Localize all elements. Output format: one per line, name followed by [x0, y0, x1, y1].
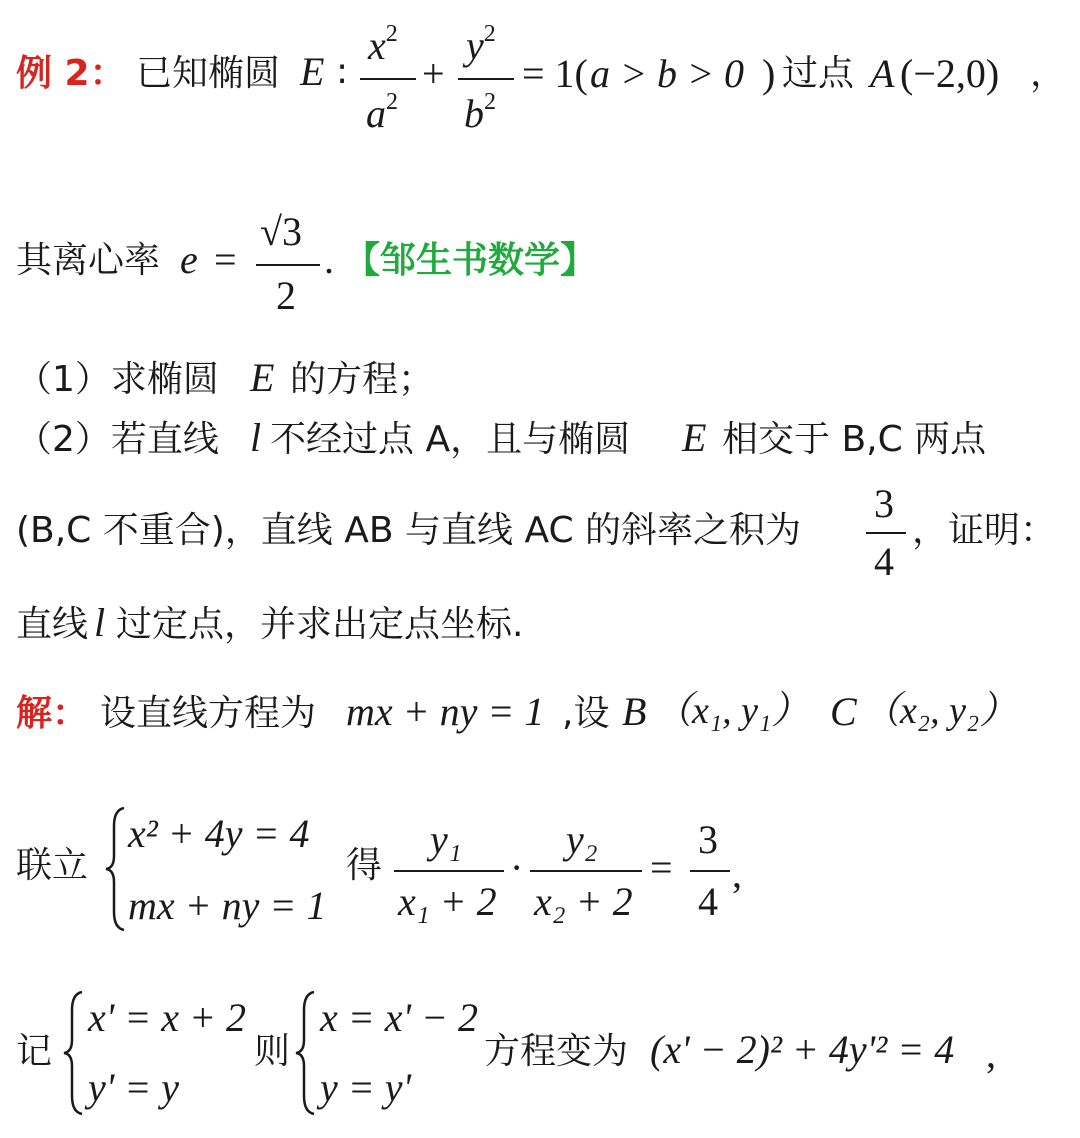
solution-label: 解：: [16, 693, 89, 734]
question-2-e: ，证明：: [912, 510, 1057, 551]
inverse-1: x = x' − 2: [320, 995, 479, 1040]
condition: a > b > 0: [590, 51, 744, 96]
point-b: B: [622, 689, 647, 734]
ji-text: 记: [16, 1031, 53, 1072]
point-c-coord: （x₂, y₂）: [862, 690, 1018, 732]
plus-sign: +: [422, 51, 445, 96]
fraction-x2-a2: $x^2$ $a^2$: [360, 14, 416, 134]
question-1-E: E: [250, 355, 275, 400]
result-equation: (x' − 2)² + 4y'² = 4: [650, 1027, 955, 1072]
de-text: 得: [346, 845, 383, 886]
question-2-f1: 直线: [16, 604, 89, 645]
fraction-y2-b2: $y^2$ $b^2$: [458, 14, 514, 134]
comma-3: ,: [986, 1031, 996, 1076]
fraction-y2: y₂ x₂ + 2: [530, 816, 642, 928]
point-a-coord: (−2,0): [900, 51, 1000, 96]
intro-text: 已知椭圆: [136, 53, 281, 94]
question-2-l: l: [250, 415, 262, 460]
substitution-2: y' = y: [88, 1065, 180, 1110]
period: .: [324, 237, 334, 282]
condition-close: ): [762, 51, 776, 96]
question-2-d: (B,C 不重合)，直线 AB 与直线 AC 的斜率之积为: [16, 510, 802, 551]
question-2-c: 相交于 B,C 两点: [722, 419, 987, 460]
question-2-a: （2）若直线: [16, 419, 219, 460]
fraction-sqrt3-2: √3 2: [256, 206, 320, 318]
fraction-3-4-b: 3 4: [690, 816, 730, 926]
solution-text-1: 设直线方程为: [100, 693, 317, 734]
becomes-text: 方程变为: [484, 1031, 629, 1072]
lianli-text: 联立: [16, 845, 89, 886]
equals-one: = 1(: [522, 51, 588, 96]
passes-text: 过点: [782, 53, 855, 94]
question-1-a: （1）求椭圆: [16, 359, 219, 400]
point-b-coord: （x₁, y₁）: [654, 690, 810, 732]
solution-text-1b: ,设: [562, 693, 610, 734]
point-c: C: [830, 689, 857, 734]
left-brace-icon: [62, 990, 86, 1116]
comma: ，: [1030, 53, 1067, 94]
colon: :: [336, 51, 349, 92]
fraction-y1: y₁ x₁ + 2: [394, 816, 504, 928]
system-eq-1: x² + 4y = 4: [128, 811, 310, 856]
equals-2: =: [650, 845, 673, 890]
line-equation: mx + ny = 1: [346, 689, 545, 734]
left-brace-icon: [104, 806, 128, 932]
ellipse-name: E: [300, 49, 325, 94]
comma-2: ,: [732, 851, 742, 896]
e-symbol: e: [180, 237, 198, 282]
eccentricity-text: 其离心率: [16, 240, 161, 281]
left-brace-icon: [294, 990, 318, 1116]
question-1-b: 的方程；: [290, 359, 435, 400]
point-a: A: [870, 51, 895, 96]
question-2-b: 不经过点 A，且与椭圆: [270, 419, 631, 460]
question-2-E: E: [682, 415, 707, 460]
cdot: ·: [510, 845, 524, 890]
system-eq-2: mx + ny = 1: [128, 883, 327, 928]
inverse-2: y = y': [320, 1065, 412, 1110]
equals: =: [214, 237, 237, 282]
source-tag: 【邹生书数学】: [344, 240, 597, 281]
question-2-l2: l: [94, 600, 106, 645]
substitution-1: x' = x + 2: [88, 995, 247, 1040]
example-label: 例 2：: [16, 53, 126, 94]
question-2-f2: 过定点，并求出定点坐标.: [116, 604, 524, 645]
fraction-3-4: 3 4: [866, 480, 906, 586]
ze-text: 则: [254, 1031, 291, 1072]
